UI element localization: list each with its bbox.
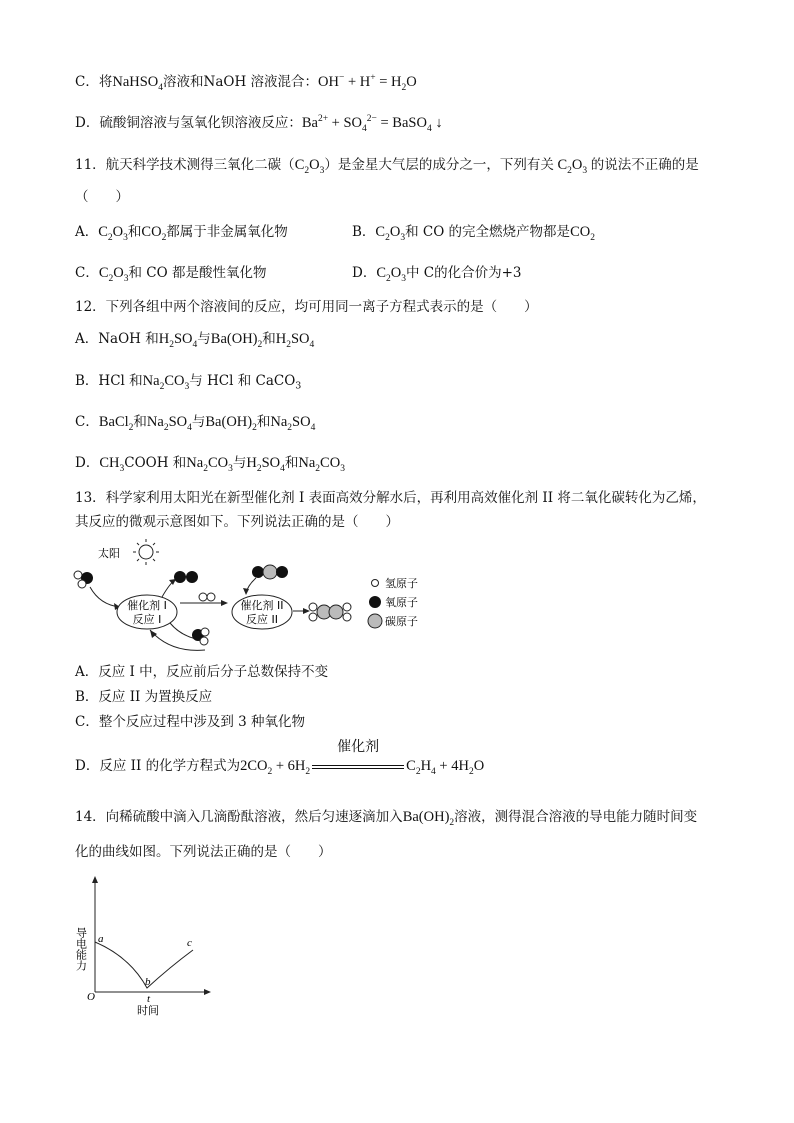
- water-molecule-icon: [74, 571, 93, 588]
- q11-option-d: D．$C_2O_3$中 C的化合价为+3: [352, 265, 522, 284]
- q13-stem-line1: 13．科学家利用太阳光在新型催化剂 I 表面高效分解水后，再利用高效催化剂 II 将二氧化碳转化为乙烯，: [75, 490, 706, 506]
- q10-option-c: C．将NaHSO$_4$溶液和NaOH 溶液混合：$OH^- + H^+ = H_2O$: [75, 73, 417, 93]
- q12-option-a: A．NaOH 和$H_2SO_4$与$Ba(OH)_2$和$H_2SO_4$: [75, 331, 315, 350]
- q11-option-a: A．$C_2O_3$和$CO_2$都属于非金属氧化物: [75, 224, 288, 243]
- legend-carbon-icon: [368, 614, 382, 628]
- catalyst-arrow: 催化剂: [312, 757, 404, 777]
- legend-carbon: 碳原子: [385, 615, 418, 628]
- catalyst-2-label: 催化剂 II: [240, 599, 284, 612]
- point-a-label: a: [98, 933, 104, 945]
- q13-stem-line2: 其反应的微观示意图如下。下列说法正确的是（ ）: [75, 514, 399, 530]
- point-b-label: b: [145, 976, 151, 988]
- q13-option-c: C．整个反应过程中涉及到 3 种氧化物: [75, 714, 306, 730]
- water-molecule-icon-2: [192, 628, 209, 645]
- point-t-label: t: [147, 993, 151, 1005]
- q10-option-d: D．硫酸铜溶液与氢氧化钡溶液反应：$Ba^{2+} + SO_4^{2-}$ = BaSO$_4$ ↓: [75, 114, 443, 134]
- carbon-dioxide-molecule-icon: [252, 565, 288, 579]
- conductivity-graph: [75, 872, 215, 1017]
- legend-hydrogen-icon: [372, 580, 379, 587]
- origin-label: O: [87, 991, 95, 1003]
- q11-option-c: C．$C_2O_3$和 CO 都是酸性氧化物: [75, 265, 267, 284]
- legend-oxygen-icon: [369, 596, 381, 608]
- oxygen-molecule-icon: [174, 571, 198, 583]
- q12-option-c: C．BaCl$_2$和$Na_2SO_4$与$Ba(OH)_2$和$Na_2SO_4$: [75, 414, 316, 433]
- q13-option-d: D．反应 II 的化学方程式为$2CO_2 + 6H_2$ 催化剂 $C_2H_4 + 4H_2O$: [75, 738, 485, 777]
- legend-hydrogen: 氢原子: [385, 577, 418, 590]
- y-axis-label: 导电能力: [75, 927, 88, 971]
- q11-stem-line2: （ ）: [75, 189, 129, 205]
- x-axis-label: 时间: [137, 1004, 159, 1017]
- point-c-label: c: [187, 937, 192, 949]
- reaction-diagram: [70, 535, 440, 660]
- q14-stem-line1: 14．向稀硫酸中滴入几滴酚酞溶液，然后匀速逐滴加入$Ba(OH)_2$溶液，测得混合溶液的导电能力随时间变: [75, 809, 698, 828]
- sun-icon: [133, 539, 159, 565]
- catalyst-1-label: 催化剂 I: [127, 599, 167, 612]
- q14-stem-line2: 化的曲线如图。下列说法正确的是（ ）: [75, 844, 332, 860]
- reaction-2-label: 反应 II: [246, 613, 278, 626]
- conductivity-curve: [95, 942, 193, 988]
- q12-stem: 12．下列各组中两个溶液间的反应，均可用同一离子方程式表示的是（ ）: [75, 299, 538, 315]
- hydrogen-molecule-icon: [199, 593, 215, 601]
- sun-label: 太阳: [98, 547, 120, 560]
- q13-option-b: B．反应 II 为置换反应: [75, 689, 213, 705]
- reaction-1-label: 反应 I: [132, 613, 162, 626]
- q12-option-b: B．HCl 和$Na_2CO_3$与 HCl 和 CaCO$_3$: [75, 373, 302, 392]
- q11-option-b: B．$C_2O_3$和 CO 的完全燃烧产物都是$CO_2$: [352, 224, 595, 243]
- q11-stem-line1: 11．航天科学技术测得三氧化二碳$(C_2O_3)$是金星大气层的成分之一，下列有关 $C_2O_3$ 的说法不正确的是: [75, 157, 699, 176]
- ethylene-molecule-icon: [309, 603, 351, 621]
- q12-option-d: D．$CH_3COOH$ 和$Na_2CO_3$与$H_2SO_4$和$Na_2CO_3$: [75, 455, 345, 474]
- q13-option-a: A．反应 I 中，反应前后分子总数保持不变: [75, 664, 329, 680]
- legend-oxygen: 氧原子: [385, 596, 418, 609]
